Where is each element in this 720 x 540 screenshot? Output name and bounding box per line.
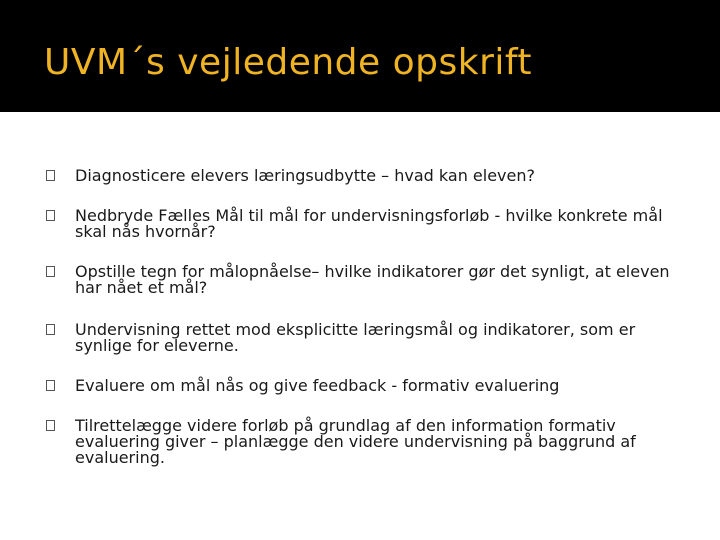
bullet-text: Nedbryde Fælles Mål til mål for undervisningsforløb - hvilke konkrete mål skal nås hvornår?: [75, 206, 663, 241]
slide-title: UVM´s vejledende opskrift: [44, 42, 533, 83]
bullet-box-icon: [46, 170, 55, 181]
bullet-box-icon: [46, 266, 55, 277]
bullet-box-icon: [46, 380, 55, 391]
bullet-box-icon: [46, 210, 55, 221]
bullet-text: Opstille tegn for målopnåelse– hvilke indikatorer gør det synligt, at eleven har nået et mål?: [75, 262, 670, 297]
title-bar: [0, 0, 720, 112]
bullet-text: Evaluere om mål nås og give feedback - formativ evaluering: [75, 376, 560, 395]
bullet-text: Undervisning rettet mod eksplicitte læringsmål og indikatorer, som er synlige for eleverne.: [75, 320, 636, 355]
bullet-text: Diagnosticere elevers læringsudbytte – hvad kan eleven?: [75, 166, 535, 185]
bullet-box-icon: [46, 420, 55, 431]
bullet-box-icon: [46, 324, 55, 335]
bullet-text: Tilrettelægge videre forløb på grundlag af den information formativ evaluering giver – planlægge den videre undervisning på baggrund af evaluering.: [75, 416, 636, 467]
